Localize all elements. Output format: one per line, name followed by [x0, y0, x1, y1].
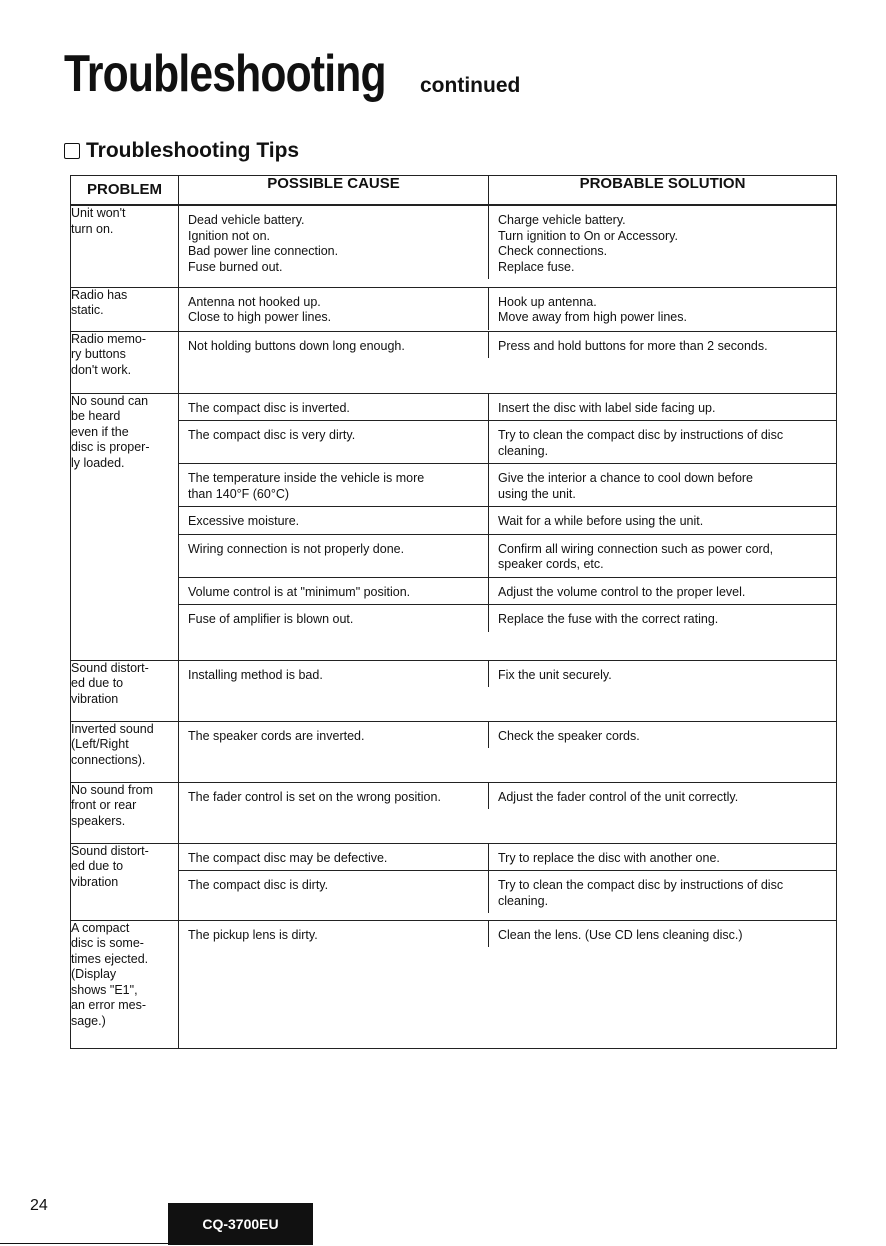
problem-cell	[71, 721, 179, 782]
problem-cell	[71, 205, 179, 287]
solution-text: Try to clean the compact disc by instructions of disc	[498, 878, 784, 892]
problem-text: Unit won't	[71, 206, 126, 220]
solution-text: Wait for a while before using the unit.	[498, 514, 704, 528]
cause-solution-cell	[179, 205, 837, 287]
cause-solution-cell	[179, 721, 837, 782]
problem-text: even if the	[71, 424, 129, 439]
solution-text: Give the interior a chance to cool down before	[498, 471, 754, 485]
cause-cell	[179, 605, 489, 632]
problem-text: connections).	[71, 752, 146, 767]
table-row	[71, 331, 837, 393]
cause-solution-cell	[179, 843, 837, 920]
table-row	[71, 782, 837, 843]
cause-cell	[179, 844, 489, 871]
footer-rule	[0, 1243, 168, 1244]
cause-text: Volume control is at "minimum" position.	[188, 584, 411, 599]
column-header-solution: PROBABLE SOLUTION	[579, 175, 746, 192]
problem-text: speakers.	[71, 813, 126, 828]
problem-text: don't work.	[71, 362, 132, 377]
page-title-suffix: continued	[420, 74, 521, 97]
page-title: Troubleshooting	[64, 45, 386, 103]
solution-text: cleaning.	[498, 893, 549, 908]
section-title: Troubleshooting Tips	[86, 139, 300, 162]
solution-cell	[489, 605, 836, 632]
solution-text: Clean the lens. (Use CD lens cleaning disc.)	[498, 927, 743, 942]
solution-text: Check the speaker cords.	[498, 728, 640, 743]
column-header-cause: POSSIBLE CAUSE	[179, 176, 489, 204]
problem-text: static.	[71, 303, 104, 317]
solution-text: Turn ignition to On or Accessory.	[498, 228, 678, 243]
problem-text: vibration	[71, 874, 119, 889]
solution-text: cleaning.	[498, 443, 549, 458]
table-body	[71, 205, 837, 1048]
problem-text: ed due to	[71, 859, 124, 873]
cause-solution-pair	[179, 332, 836, 359]
cause-cell	[179, 288, 489, 330]
problem-text: ed due to	[71, 676, 124, 690]
solution-text: Adjust the volume control to the proper level.	[498, 584, 746, 599]
cause-text: The compact disc is very dirty.	[188, 428, 356, 442]
cause-solution-pair	[179, 421, 836, 464]
problem-text: vibration	[71, 691, 119, 706]
problem-cell	[71, 843, 179, 920]
cause-text: The temperature inside the vehicle is more	[188, 471, 425, 485]
problem-text: (Left/Right	[71, 737, 129, 751]
solution-text: Confirm all wiring connection such as power cord,	[498, 541, 774, 556]
cause-solution-pair	[179, 507, 836, 535]
problem-text: Radio memo-	[71, 331, 147, 346]
problem-text: A compact	[71, 920, 130, 935]
problem-text: (Display	[71, 967, 117, 981]
solution-text: Insert the disc with label side facing up.	[498, 400, 716, 415]
problem-cell	[71, 331, 179, 393]
problem-text: sage.)	[71, 1013, 106, 1028]
solution-text: Adjust the fader control of the unit correctly.	[498, 789, 739, 804]
solution-cell	[489, 507, 836, 534]
solution-cell	[489, 722, 836, 749]
cause-solution-cell	[179, 393, 837, 660]
cause-text: Dead vehicle battery.	[188, 213, 305, 227]
cause-text: Fuse of amplifier is blown out.	[188, 612, 354, 626]
table-row	[71, 660, 837, 721]
solution-cell	[489, 394, 836, 421]
cause-solution-pair	[179, 661, 836, 688]
cause-cell	[179, 421, 489, 463]
cause-solution-cell	[179, 287, 837, 331]
cause-cell	[179, 661, 489, 688]
cause-cell	[179, 206, 489, 279]
column-header-problem: PROBLEM	[71, 176, 179, 206]
table-row	[71, 287, 837, 331]
cause-solution-pair	[179, 288, 836, 330]
cause-solution-pair	[179, 844, 836, 872]
table-row	[71, 205, 837, 287]
cause-cell	[179, 464, 489, 506]
problem-text: No sound can	[71, 393, 149, 408]
problem-text: times ejected.	[71, 951, 149, 966]
cause-cell	[179, 921, 489, 948]
problem-text: Sound distort-	[71, 660, 149, 675]
solution-cell	[489, 421, 836, 463]
cause-text: Ignition not on.	[188, 228, 271, 243]
cause-text: The pickup lens is dirty.	[188, 927, 318, 942]
cause-text: Not holding buttons down long enough.	[188, 338, 405, 353]
cause-text: Installing method is bad.	[188, 667, 323, 682]
table-row	[71, 920, 837, 1048]
cause-solution-pair	[179, 535, 836, 578]
solution-cell	[489, 464, 836, 506]
cause-text: Close to high power lines.	[188, 310, 332, 324]
cause-solution-pair	[179, 206, 836, 279]
problem-text: front or rear	[71, 798, 137, 812]
cause-solution-cell	[179, 920, 837, 1048]
model-label: CQ-3700EU	[168, 1203, 313, 1245]
solution-text: Charge vehicle battery.	[498, 213, 626, 227]
cause-text: The speaker cords are inverted.	[188, 728, 365, 743]
cause-solution-pair	[179, 394, 836, 422]
cause-cell	[179, 535, 489, 577]
page-title-block	[64, 44, 521, 104]
solution-text: Replace the fuse with the correct rating.	[498, 612, 719, 626]
cause-solution-pair	[179, 722, 836, 749]
table-header-row	[71, 176, 837, 206]
page-number: 24	[30, 1197, 48, 1214]
cause-solution-pair	[179, 605, 836, 632]
solution-text: Try to clean the compact disc by instructions of disc	[498, 428, 784, 442]
table-row	[71, 393, 837, 660]
problem-text: ly loaded.	[71, 455, 125, 470]
solution-cell	[489, 288, 836, 330]
column-header-group	[179, 176, 837, 206]
solution-cell	[489, 783, 836, 810]
problem-cell	[71, 660, 179, 721]
cause-cell	[179, 871, 489, 913]
solution-cell	[489, 578, 836, 605]
cause-solution-cell	[179, 782, 837, 843]
cause-solution-cell	[179, 660, 837, 721]
solution-text: Replace fuse.	[498, 259, 575, 274]
cause-cell	[179, 394, 489, 421]
table-row	[71, 721, 837, 782]
cause-text: The compact disc is dirty.	[188, 878, 329, 892]
troubleshooting-table	[70, 175, 837, 1049]
cause-text: The fader control is set on the wrong position.	[188, 789, 441, 804]
problem-cell	[71, 782, 179, 843]
solution-text: Hook up antenna.	[498, 294, 597, 309]
problem-text: turn on.	[71, 221, 114, 236]
cause-solution-pair	[179, 578, 836, 606]
solution-text: Press and hold buttons for more than 2 seconds.	[498, 338, 768, 353]
solution-cell	[489, 332, 836, 359]
problem-text: disc is proper-	[71, 440, 150, 454]
problem-text: No sound from	[71, 782, 153, 797]
cause-solution-pair	[179, 921, 836, 948]
solution-text: Move away from high power lines.	[498, 310, 687, 324]
solution-text: Check connections.	[498, 244, 608, 258]
problem-text: be heard	[71, 409, 121, 423]
cause-cell	[179, 578, 489, 605]
problem-text: an error mes-	[71, 998, 147, 1012]
cause-text: The compact disc may be defective.	[188, 850, 388, 865]
cause-cell	[179, 722, 489, 749]
problem-text: shows "E1",	[71, 982, 138, 997]
cause-text: Wiring connection is not properly done.	[188, 541, 405, 556]
table-row	[71, 843, 837, 920]
problem-cell	[71, 393, 179, 660]
cause-solution-pair	[179, 871, 836, 913]
solution-text: using the unit.	[498, 486, 576, 501]
cause-text: Fuse burned out.	[188, 259, 283, 274]
cause-text: The compact disc is inverted.	[188, 400, 350, 415]
problem-text: Radio has	[71, 287, 128, 302]
problem-text: disc is some-	[71, 936, 144, 950]
cause-solution-pair	[179, 783, 836, 810]
solution-cell	[489, 871, 836, 913]
solution-text: Try to replace the disc with another one.	[498, 850, 720, 865]
solution-cell	[489, 844, 836, 871]
cause-text: Antenna not hooked up.	[188, 294, 321, 309]
solution-text: Fix the unit securely.	[498, 667, 612, 682]
checkbox-square-icon	[64, 143, 80, 159]
problem-cell	[71, 287, 179, 331]
cause-text: than 140°F (60°C)	[188, 486, 290, 501]
solution-cell	[489, 921, 836, 948]
solution-cell	[489, 535, 836, 577]
cause-solution-pair	[179, 464, 836, 507]
section-heading	[64, 139, 299, 163]
problem-text: ry buttons	[71, 347, 126, 361]
problem-text: Sound distort-	[71, 843, 149, 858]
cause-cell	[179, 507, 489, 534]
cause-cell	[179, 783, 489, 810]
cause-text: Excessive moisture.	[188, 514, 300, 528]
solution-cell	[489, 661, 836, 688]
cause-cell	[179, 332, 489, 359]
solution-cell	[489, 206, 836, 279]
problem-text: Inverted sound	[71, 721, 154, 736]
cause-solution-cell	[179, 331, 837, 393]
cause-text: Bad power line connection.	[188, 244, 339, 258]
solution-text: speaker cords, etc.	[498, 557, 604, 571]
problem-cell	[71, 920, 179, 1048]
